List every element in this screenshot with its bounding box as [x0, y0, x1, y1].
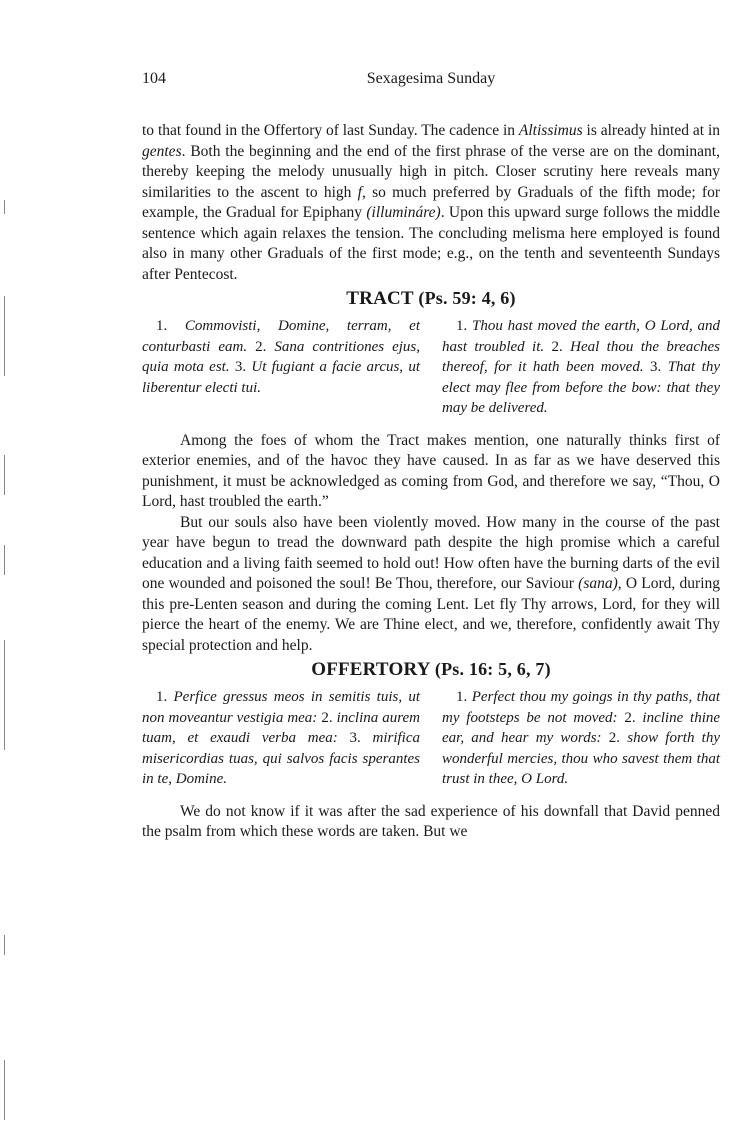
verse-text: Heal thou the breaches thereof, for it hath been moved.: [442, 338, 720, 375]
margin-mark: [4, 296, 5, 376]
verse-text: Thou hast moved the earth, O Lord, and hast troubled it.: [442, 318, 720, 355]
verse-text: That thy elect may flee from before the bow: that they may be delivered.: [442, 359, 720, 416]
verse-number: 1.: [156, 689, 174, 705]
intro-text: . Upon this upward surge follows the middle sentence which again relaxes the tension. The concluding melisma here employed is found also in many other Graduals of the first mode; e.g., on the tenth and seventeenth Sundays after Pentecost.: [142, 204, 720, 283]
tract-latin-column: [142, 316, 420, 419]
verse-text: Sana contritiones ejus, quia mota est.: [142, 338, 421, 375]
verse-number: 1.: [456, 689, 472, 705]
offertory-columns: [142, 687, 720, 790]
margin-mark: [4, 1060, 5, 1120]
margin-mark: [4, 200, 5, 214]
margin-mark: [4, 935, 5, 955]
running-head: [142, 70, 720, 94]
offertory-heading: [142, 659, 720, 681]
closing-paragraph: We do not know if it was after the sad experience of his downfall that David penned the psalm from which these words are taken. But we: [142, 802, 720, 840]
verse-number: 2.: [601, 730, 628, 746]
intro-text: , so much preferred by Graduals of the fifth mode; for example, the Gradual for Epiphany: [142, 183, 720, 221]
verse-number: 2.: [617, 709, 643, 726]
offertory-latin-column: [142, 687, 420, 790]
verse-number: 1.: [456, 318, 473, 334]
tract-title: TRACT: [346, 288, 414, 309]
verse-number: 3.: [229, 359, 252, 375]
verse-number: 3.: [337, 730, 373, 746]
verse-number: 3.: [643, 359, 668, 375]
margin-mark: [4, 640, 5, 750]
verse-text: Ut fugiant a facie arcus, ut liberentur electi tui.: [142, 359, 420, 396]
verse-text: inclina aurem tuam, et exaudi verba mea:: [142, 709, 421, 746]
verse-text: mirifica misericordias tuas, qui salvos facis sperantes in te, Domine.: [142, 730, 420, 787]
commentary-paragraph-2: [142, 513, 720, 657]
offertory-english-column: [442, 687, 720, 790]
intro-italic: (illumináre): [366, 204, 441, 221]
intro-italic: gentes: [142, 142, 182, 160]
commentary-paragraph-1: Among the foes of whom the Tract makes mention, one naturally thinks first of exterior enemies, and of the havoc they have caused. In as far as we have deserved this punishment, it must be acknowledged as coming from God, and therefore we say, “Thou, O Lord, hast troubled the earth.”: [142, 431, 720, 510]
intro-paragraph: [142, 121, 720, 285]
tract-english-column: [442, 316, 720, 419]
verse-text: incline thine ear, and hear my words:: [442, 709, 721, 746]
margin-marks: [0, 0, 12, 1123]
intro-text: is already hinted at in: [582, 122, 720, 139]
tract-heading: [142, 288, 720, 310]
verse-text: Perfect thou my goings in thy paths, that my footsteps be not moved:: [442, 689, 720, 726]
offertory-reference: (Ps. 16: 5, 6, 7): [434, 659, 551, 679]
commentary-italic: (sana): [578, 575, 618, 592]
verse-text: show forth thy wonderful mercies, thou who savest them that trust in thee, O Lord.: [442, 730, 721, 787]
intro-text: to that found in the Offertory of last Sunday. The cadence in: [142, 122, 519, 139]
tract-reference: (Ps. 59: 4, 6): [418, 288, 516, 308]
margin-mark: [4, 455, 5, 495]
offertory-title: OFFERTORY: [311, 659, 430, 680]
tract-columns: [142, 316, 720, 419]
commentary-text: But our souls also have been violently moved. How many in the course of the past year have begun to tread the downward path despite the high promise which a careful education and a living faith seemed to hold out! How often have the burning darts of the evil one wounded and poisoned the soul! Be Thou, therefore, our Saviour: [142, 513, 720, 592]
margin-mark: [4, 545, 5, 575]
commentary-text: , O Lord, during this pre-Lenten season and during the coming Lent. Let fly Thy arrows, Lord, for they will pierce the heart of the enemy. We are Thine elect, and we, therefore, confidently await Thy special protection and help.: [142, 575, 720, 654]
verse-text: Perfice gressus meos in semitis tuis, ut non moveantur vestigia mea:: [142, 689, 420, 726]
verse-number: 2.: [317, 709, 337, 726]
verse-text: Commovisti, Domine, terram, et conturbasti eam.: [142, 318, 420, 355]
intro-italic: Altissimus: [518, 122, 583, 139]
running-title: Sexagesima Sunday: [366, 70, 496, 87]
page-number: 104: [142, 70, 166, 87]
intro-text: . Both the beginning and the end of the first phrase of the verse are on the dominant, thereby keeping the melody unusually high in pitch. Closer scrutiny here reveals many similarities to the ascent to high: [142, 142, 720, 201]
intro-italic: f: [357, 183, 362, 201]
verse-number: 2.: [544, 338, 571, 355]
verse-number: 2.: [247, 338, 275, 355]
verse-number: 1.: [156, 318, 185, 334]
page: [142, 70, 720, 843]
